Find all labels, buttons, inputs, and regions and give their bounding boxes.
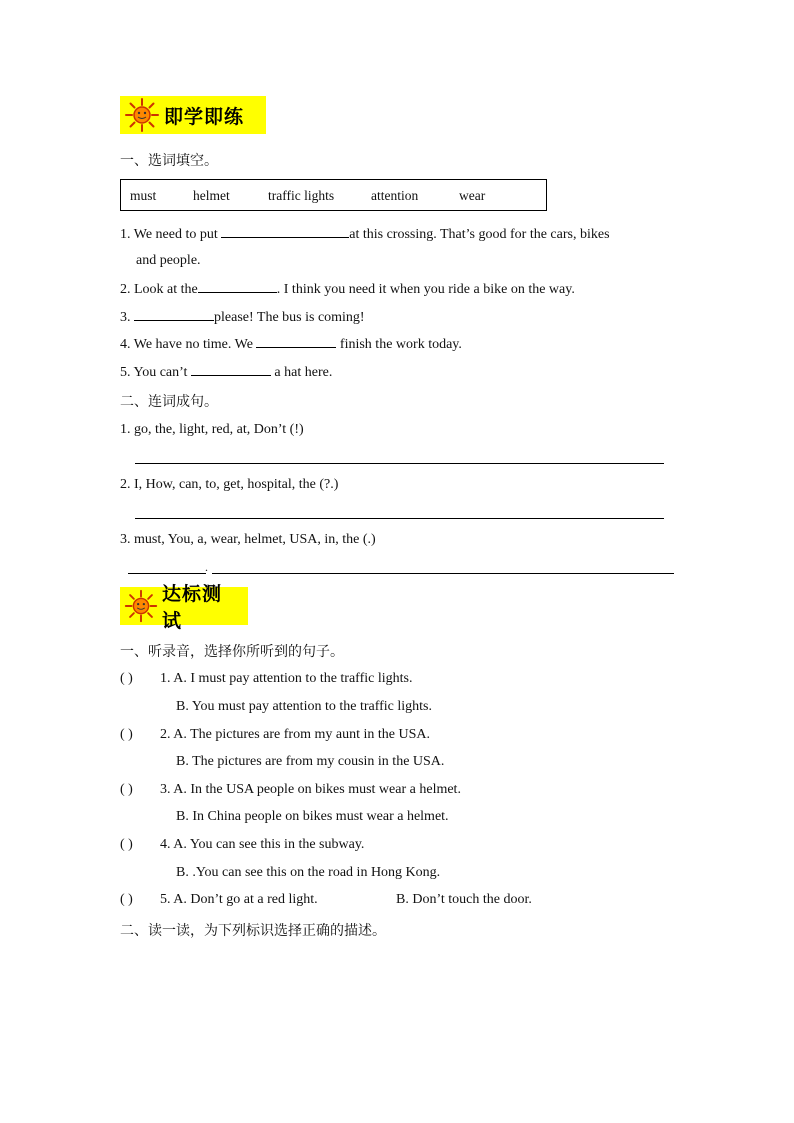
answer-blank[interactable] [198,280,277,293]
question-paren[interactable]: ( ) [120,671,133,686]
section-title: 达标测试 [162,583,223,632]
section-title: 即学即练 [164,105,245,128]
fill-item-4 [120,335,462,353]
sentence-item-3: 3. must, You, a, wear, helmet, USA, in, the (.) [120,532,376,547]
answer-line[interactable] [135,518,664,519]
answer-dot: . [205,560,208,574]
fill-item-text: 2. Look at the [120,282,198,297]
fill-item-text: please! The bus is coming! [214,310,365,325]
sun-icon [122,97,162,133]
fill-item-2 [120,280,575,298]
question-4-option-b: B. .You can see this on the road in Hong Kong. [176,865,441,880]
question-paren[interactable]: ( ) [120,892,133,907]
word-bank-item: wear [459,188,486,203]
question-4-option-a: 4. A. You can see this in the subway. [160,837,365,852]
word-bank-item: helmet [193,188,230,203]
fill-item-1 [120,225,610,243]
answer-blank[interactable] [191,363,271,376]
fill-item-3 [120,308,365,326]
question-5-option-a: 5. A. Don’t go at a red light. [160,892,318,907]
answer-line[interactable] [128,573,206,574]
question-paren[interactable]: ( ) [120,837,133,852]
fill-item-text: a hat here. [270,365,333,380]
fill-item-text: 3. [120,310,134,325]
answer-blank[interactable] [256,335,336,348]
fill-item-text: finish the work today. [336,337,462,352]
word-bank-item: attention [371,188,419,203]
question-2-option-b: B. The pictures are from my cousin in the USA. [176,754,445,769]
question-3-option-a: 3. A. In the USA people on bikes must wear a helmet. [160,782,461,797]
word-bank-item: traffic lights [268,188,335,203]
fill-item-text: 1. We need to put [120,227,222,242]
sun-icon [122,588,160,624]
answer-line[interactable] [212,573,674,574]
sentence-item-2: 2. I, How, can, to, get, hospital, the (?.) [120,477,339,492]
question-2-option-a: 2. A. The pictures are from my aunt in the USA. [160,727,430,742]
answer-line[interactable] [135,463,664,464]
reading-heading: 二、读一读，为下列标识选择正确的描述。 [120,923,386,939]
answer-blank[interactable] [134,308,214,321]
fill-item-1-cont: and people. [136,253,201,268]
word-bank-item: must [130,188,157,203]
sentence-item-1: 1. go, the, light, red, at, Don’t (!) [120,422,304,437]
question-1-option-a: 1. A. I must pay attention to the traffic lights. [160,671,413,686]
fill-item-5 [120,363,332,381]
fill-item-text: 5. You can’t [120,365,191,380]
question-1-option-b: B. You must pay attention to the traffic lights. [176,699,433,714]
section-banner-test [120,583,248,632]
part2-heading: 二、连词成句。 [120,394,218,410]
question-paren[interactable]: ( ) [120,782,133,797]
fill-item-text: 4. We have no time. We [120,337,257,352]
question-3-option-b: B. In China people on bikes must wear a helmet. [176,809,449,824]
question-5-option-b: B. Don’t touch the door. [396,892,532,907]
section-banner-practice [120,96,266,134]
fill-item-text: at this crossing. That’s good for the cars, bikes [349,227,610,242]
part1-heading: 一、选词填空。 [120,153,218,169]
listening-heading: 一、听录音，选择你所听到的句子。 [120,644,344,660]
answer-blank[interactable] [221,225,349,238]
word-bank [120,179,547,211]
fill-item-text: . I think you need it when you ride a bike on the way. [276,282,575,297]
question-paren[interactable]: ( ) [120,727,133,742]
